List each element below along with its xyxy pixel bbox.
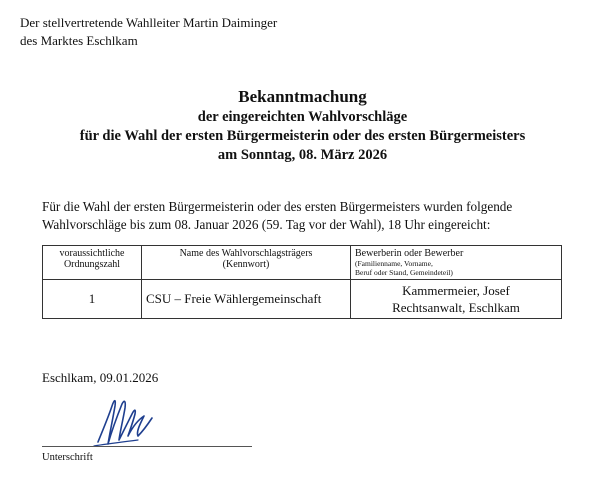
table-header-row: [43, 246, 562, 280]
document-title: Bekanntmachung: [238, 87, 367, 106]
header-candidate-line1: Bewerberin oder Bewerber: [355, 248, 464, 259]
place-date: Eschlkam, 09.01.2026: [42, 370, 159, 385]
heading-line-4: am Sonntag, 08. März 2026: [217, 147, 388, 163]
header-ordnungszahl-line1: voraussichtliche: [59, 248, 125, 259]
heading-line-2: der eingereichten Wahlvorschläge: [197, 109, 408, 125]
header-proposer-line2: (Kennwort): [222, 259, 270, 270]
heading-block: [0, 86, 605, 165]
header-candidate-line2: (Familienname, Vorname,: [355, 259, 433, 268]
signature-line: [42, 446, 252, 447]
header-proposer-line1: Name des Wahlvorschlagsträgers: [179, 248, 313, 259]
table-row: [43, 280, 562, 319]
heading-line-3: für die Wahl der ersten Bürgermeisterin oder des ersten Bürgermeisters: [79, 128, 526, 144]
proposals-table: [42, 245, 562, 319]
issuer-block: [20, 14, 277, 50]
signature-label: Unterschrift: [42, 452, 93, 463]
issuer-line-1: Der stellvertretende Wahlleiter Martin Daiminger: [20, 15, 278, 30]
row-proposer: CSU – Freie Wählergemeinschaft: [142, 280, 351, 319]
candidate-name: Kammermeier, Josef: [402, 283, 510, 298]
header-ordnungszahl: [43, 246, 142, 280]
header-candidate: [351, 246, 562, 280]
intro-paragraph: Für die Wahl der ersten Bürgermeisterin oder des ersten Bürgermeisters wurden folgende Wahlvorschläge bis zum 08. Januar 2026 (59. Tag vor der Wahl), 18 Uhr eingereicht:: [42, 199, 513, 232]
issuer-line-2: des Marktes Eschlkam: [20, 33, 138, 48]
header-candidate-line3: Beruf oder Stand, Gemeindeteil): [355, 268, 453, 277]
row-number: 1: [43, 280, 142, 319]
candidate-details: Rechtsanwalt, Eschlkam: [392, 300, 520, 315]
signature-image: [92, 388, 172, 450]
header-proposer: [142, 246, 351, 280]
row-candidate: [351, 280, 562, 319]
header-ordnungszahl-line2: Ordnungszahl: [63, 259, 121, 270]
